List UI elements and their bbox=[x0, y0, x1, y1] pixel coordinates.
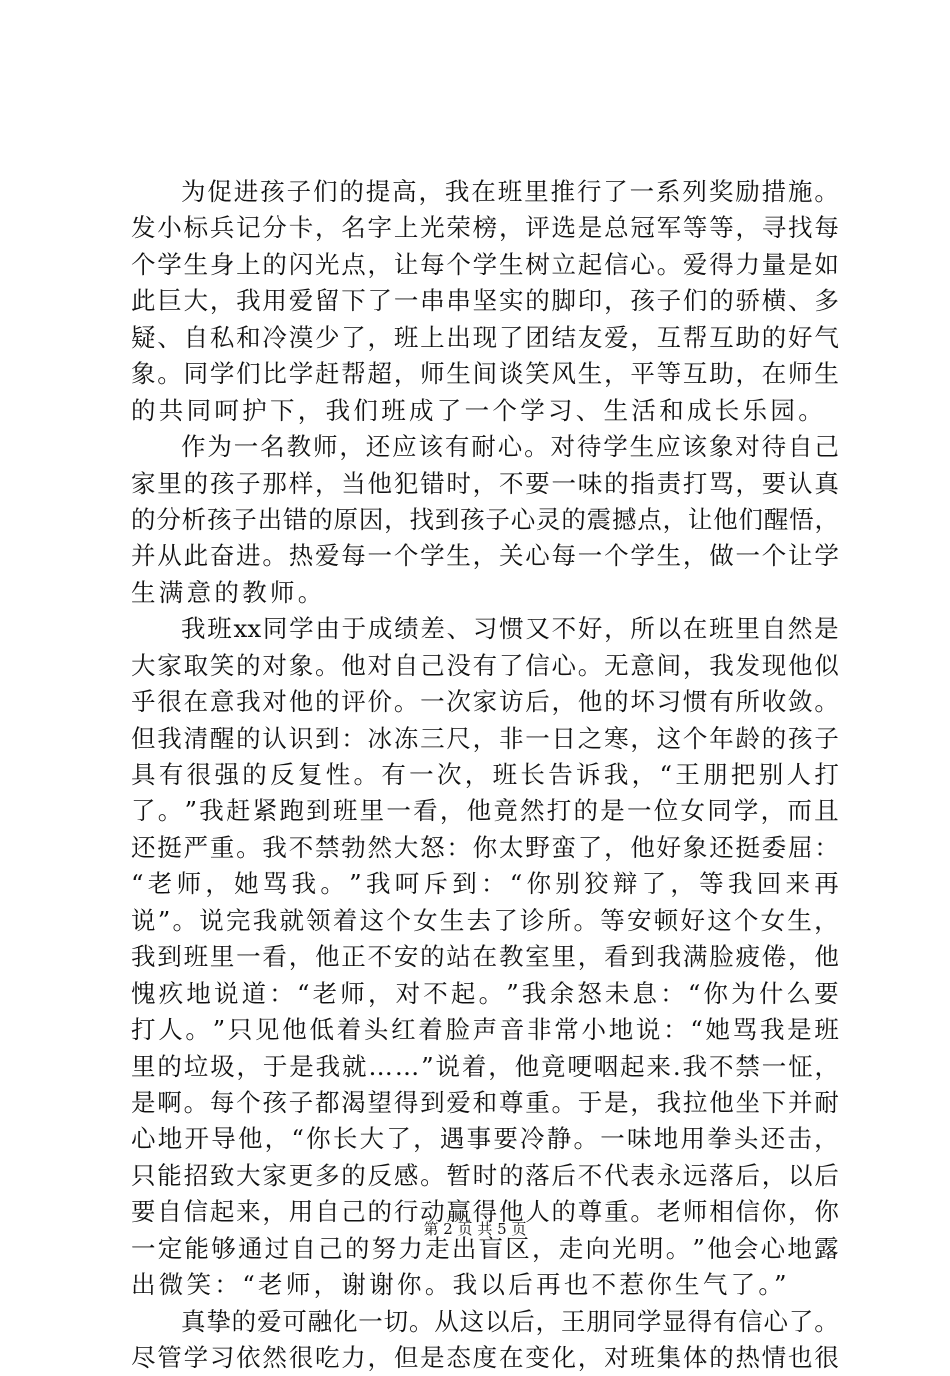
paragraph-line: 的 分 析 孩 子 出 错 的 原 因 ， 找 到 孩 子 心 灵 的 震 撼 点 ， 让 他 们 醒 悟 ， bbox=[131, 504, 839, 534]
paragraph-line: 了 。 ” 我 赶 紧 跑 到 班 里 一 看 ， 他 竟 然 打 的 是 一 位 女 同 学 ， 而 且 bbox=[131, 796, 839, 826]
paragraph-line: “ 老 师 ， 她 骂 我 。 ” 我 呵 斥 到 ： “ 你 别 狡 辩 了 ， 等 我 回 来 再 bbox=[131, 869, 839, 899]
paragraph-line: 为 促 进 孩 子 们 的 提 高 ， 我 在 班 里 推 行 了 一 系 列 奖 励 措 施 。 bbox=[181, 177, 839, 206]
paragraph-line: 尽 管 学 习 依 然 很 吃 力 ， 但 是 态 度 在 变 化 ， 对 班 集 体 的 热 情 也 很 bbox=[131, 1343, 839, 1372]
paragraph-line: 里 的 垃 圾 ， 于 是 我 就 … … ” 说 着 ， 他 竟 哽 咽 起 来 . 我 不 禁 一 怔 ， bbox=[131, 1051, 839, 1081]
page-number-footer: 第 2 页 共 5 页 bbox=[423, 1220, 527, 1238]
paragraph-line: 作 为 一 名 教 师 ， 还 应 该 有 耐 心 。 对 待 学 生 应 该 象 对 待 自 己 bbox=[181, 432, 839, 462]
paragraph-line: 乎 很 在 意 我 对 他 的 评 价 。 一 次 家 访 后 ， 他 的 坏 习 惯 有 所 收 敛 。 bbox=[131, 687, 839, 717]
paragraph-line: 疑 、 自 私 和 冷 漠 少 了 ， 班 上 出 现 了 团 结 友 爱 ， 互 帮 互 助 的 好 气 bbox=[131, 322, 839, 352]
paragraph-line: 此 巨 大 ， 我 用 爱 留 下 了 一 串 串 坚 实 的 脚 印 ， 孩 子 们 的 骄 横 、 多 bbox=[131, 286, 839, 316]
paragraph-line: 发 小 标 兵 记 分 卡 ， 名 字 上 光 荣 榜 ， 评 选 是 总 冠 军 等 等 ， 寻 找 每 bbox=[131, 213, 839, 243]
paragraph-line: 打 人 。 ” 只 见 他 低 着 头 红 着 脸 声 音 非 常 小 地 说 ： “ 她 骂 我 是 班 bbox=[131, 1015, 839, 1045]
paragraph-line: 生满意的教师。 bbox=[131, 577, 326, 607]
paragraph-line: 个 学 生 身 上 的 闪 光 点 ， 让 每 个 学 生 树 立 起 信 心 。 爱 得 力 量 是 如 bbox=[131, 249, 839, 279]
paragraph-line: 家 里 的 孩 子 那 样 ， 当 他 犯 错 时 ， 不 要 一 味 的 指 责 打 骂 ， 要 认 真 bbox=[131, 468, 839, 498]
paragraph-line: 大 家 取 笑 的 对 象 。 他 对 自 己 没 有 了 信 心 。 无 意 间 ， 我 发 现 他 似 bbox=[131, 650, 839, 680]
paragraph-line: 的共同呵护下，我们班成了一个学习、生活和成长乐园。 bbox=[131, 395, 826, 425]
paragraph-line: 我 到 班 里 一 看 ， 他 正 不 安 的 站 在 教 室 里 ， 看 到 我 满 脸 疲 倦 ， 他 bbox=[131, 942, 839, 972]
paragraph-line: 是 啊 。 每 个 孩 子 都 渴 望 得 到 爱 和 尊 重 。 于 是 ， 我 拉 他 坐 下 并 耐 bbox=[131, 1087, 839, 1117]
paragraph-line: 但 我 清 醒 的 认 识 到 ： 冰 冻 三 尺 ， 非 一 日 之 寒 ， 这 个 年 龄 的 孩 子 bbox=[131, 723, 839, 753]
paragraph-line: 一 定 能 够 通 过 自 己 的 努 力 走 出 盲 区 ， 走 向 光 明 。 ” 他 会 心 地 露 bbox=[131, 1233, 839, 1263]
paragraph-line: 具 有 很 强 的 反 复 性 。 有 一 次 ， 班 长 告 诉 我 ， “ 王 朋 把 别 人 打 bbox=[131, 760, 839, 789]
paragraph-line: 象 。 同 学 们 比 学 赶 帮 超 ， 师 生 间 谈 笑 风 生 ， 平 等 互 助 ， 在 师 生 bbox=[131, 359, 839, 389]
paragraph-line: 并 从 此 奋 进 。 热 爱 每 一 个 学 生 ， 关 心 每 一 个 学 生 ， 做 一 个 让 学 bbox=[131, 541, 839, 571]
paragraph-line: 我 班 xx 同 学 由 于 成 绩 差 、 习 惯 又 不 好 ， 所 以 在 班 里 自 然 是 bbox=[181, 614, 839, 644]
paragraph-line: 心 地 开 导 他 ， “ 你 长 大 了 ， 遇 事 要 冷 静 。 一 味 地 用 拳 头 还 击 ， bbox=[131, 1124, 839, 1154]
document-body bbox=[131, 174, 839, 1376]
paragraph-line: 还 挺 严 重 。 我 不 禁 勃 然 大 怒 ： 你 太 野 蛮 了 ， 他 好 象 还 挺 委 屈 ： bbox=[131, 832, 839, 862]
paragraph-line: 只 能 招 致 大 家 更 多 的 反 感 。 暂 时 的 落 后 不 代 表 永 远 落 后 ， 以 后 bbox=[131, 1160, 839, 1190]
paragraph-line: 愧 疚 地 说 道 ： “ 老 师 ， 对 不 起 。 ” 我 余 怒 未 息 ： “ 你 为 什 么 要 bbox=[131, 978, 839, 1008]
paragraph-line: 说 ” 。 说 完 我 就 领 着 这 个 女 生 去 了 诊 所 。 等 安 顿 好 这 个 女 生 ， bbox=[131, 905, 839, 935]
paragraph-line: 要 自 信 起 来 ， 用 自 己 的 行 动 赢 得 他 人 的 尊 重 。 老 师 相 信 你 ， 你 bbox=[131, 1197, 839, 1227]
paragraph-line: 出微笑：“老师，谢谢你。我以后再也不惹你生气了。” bbox=[131, 1270, 790, 1300]
paragraph-line: 真 挚 的 爱 可 融 化 一 切 。 从 这 以 后 ， 王 朋 同 学 显 得 有 信 心 了 。 bbox=[181, 1306, 839, 1336]
